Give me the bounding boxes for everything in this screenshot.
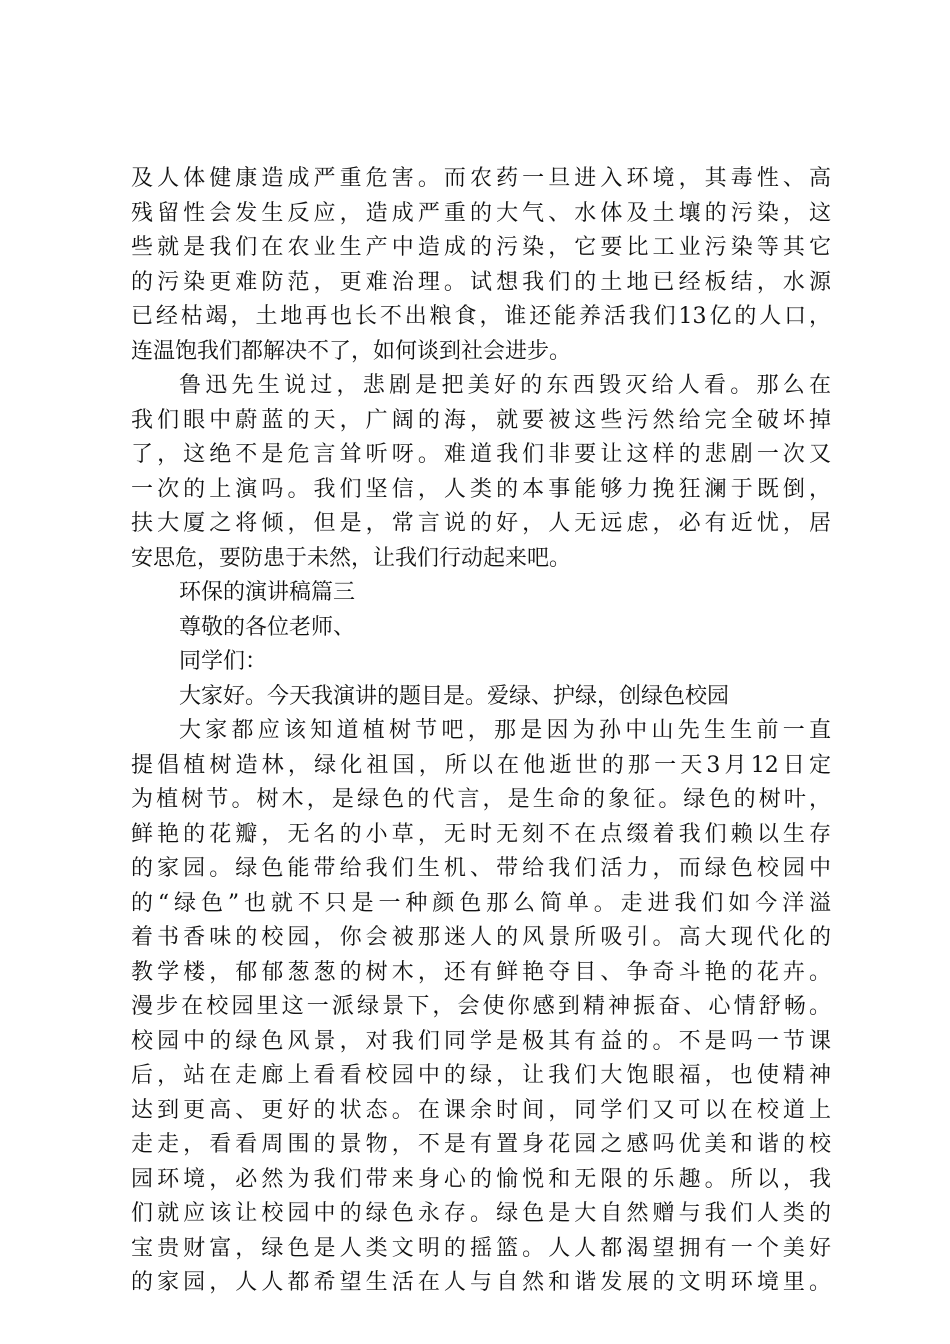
text-line: 尊敬的各位老师、	[179, 614, 356, 640]
text-line: 着书香味的校园，你会被那迷人的风景所吸引。高大现代化的	[131, 925, 831, 950]
text-line: 鲁迅先生说过，悲剧是把美好的东西毁灭给人看。那么在	[179, 373, 831, 398]
text-line: 达到更高、更好的状态。在课余时间，同学们又可以在校道上	[131, 1097, 831, 1123]
text-line: 扶大厦之将倾，但是，常言说的好，人无远虑，必有近忧，居	[131, 511, 831, 536]
text-line: 环保的演讲稿篇三	[179, 580, 356, 605]
text-line: 校园中的绿色风景，对我们同学是极其有益的。不是吗一节课	[131, 1028, 831, 1054]
text-line: 走走，看看周围的景物，不是有置身花园之感吗优美和谐的校	[131, 1132, 831, 1157]
text-line: 连温饱我们都解决不了，如何谈到社会进步。	[131, 338, 572, 364]
text-line: 宝贵财富，绿色是人类文明的摇篮。人人都渴望拥有一个美好	[131, 1235, 831, 1261]
text-line: 漫步在校园里这一派绿景下，会使你感到精神振奋、心情舒畅。	[131, 994, 831, 1019]
text-line: 一次的上演吗。我们坚信，人类的本事能够力挽狂澜于既倒，	[131, 476, 831, 502]
text-line: 了，这绝不是危言耸听呀。难道我们非要让这样的悲剧一次又	[131, 442, 831, 467]
text-line: 已经枯竭，土地再也长不出粮食，谁还能养活我们13亿的人口，	[131, 304, 831, 329]
document-body	[131, 162, 831, 1301]
text-line: 教学楼，郁郁葱葱的树木，还有鲜艳夺目、争奇斗艳的花卉。	[131, 959, 831, 985]
text-line: 的家园。绿色能带给我们生机、带给我们活力，而绿色校园中	[131, 856, 831, 881]
text-line: 鲜艳的花瓣，无名的小草，无时无刻不在点缀着我们赖以生存	[131, 821, 831, 847]
text-line: 园环境，必然为我们带来身心的愉悦和无限的乐趣。所以，我	[131, 1166, 831, 1192]
text-line: 同学们：	[179, 649, 268, 674]
text-line: 提倡植树造林，绿化祖国，所以在他逝世的那一天3月12日定	[131, 752, 831, 778]
text-line: 的“绿色”也就不只是一种颜色那么简单。走进我们如今洋溢	[131, 890, 831, 916]
text-line: 安思危，要防患于未然，让我们行动起来吧。	[131, 545, 572, 571]
text-line: 们就应该让校园中的绿色永存。绿色是大自然赠与我们人类的	[131, 1201, 831, 1226]
text-line: 的家园，人人都希望生活在人与自然和谐发展的文明环境里。	[131, 1270, 831, 1295]
text-line: 为植树节。树木，是绿色的代言，是生命的象征。绿色的树叶，	[131, 787, 831, 812]
text-line: 及人体健康造成严重危害。而农药一旦进入环境，其毒性、高	[131, 166, 831, 191]
text-line: 我们眼中蔚蓝的天，广阔的海，就要被这些污然给完全破坏掉	[131, 407, 831, 433]
text-line: 大家好。今天我演讲的题目是。爱绿、护绿，创绿色校园	[179, 683, 730, 709]
text-line: 残留性会发生反应，造成严重的大气、水体及土壤的污染，这	[131, 200, 831, 226]
text-line: 大家都应该知道植树节吧，那是因为孙中山先生生前一直	[179, 718, 831, 743]
text-line: 的污染更难防范，更难治理。试想我们的土地已经板结，水源	[131, 269, 831, 295]
text-line: 些就是我们在农业生产中造成的污染，它要比工业污染等其它	[131, 235, 831, 260]
text-line: 后，站在走廊上看看校园中的绿，让我们大饱眼福，也使精神	[131, 1063, 831, 1088]
